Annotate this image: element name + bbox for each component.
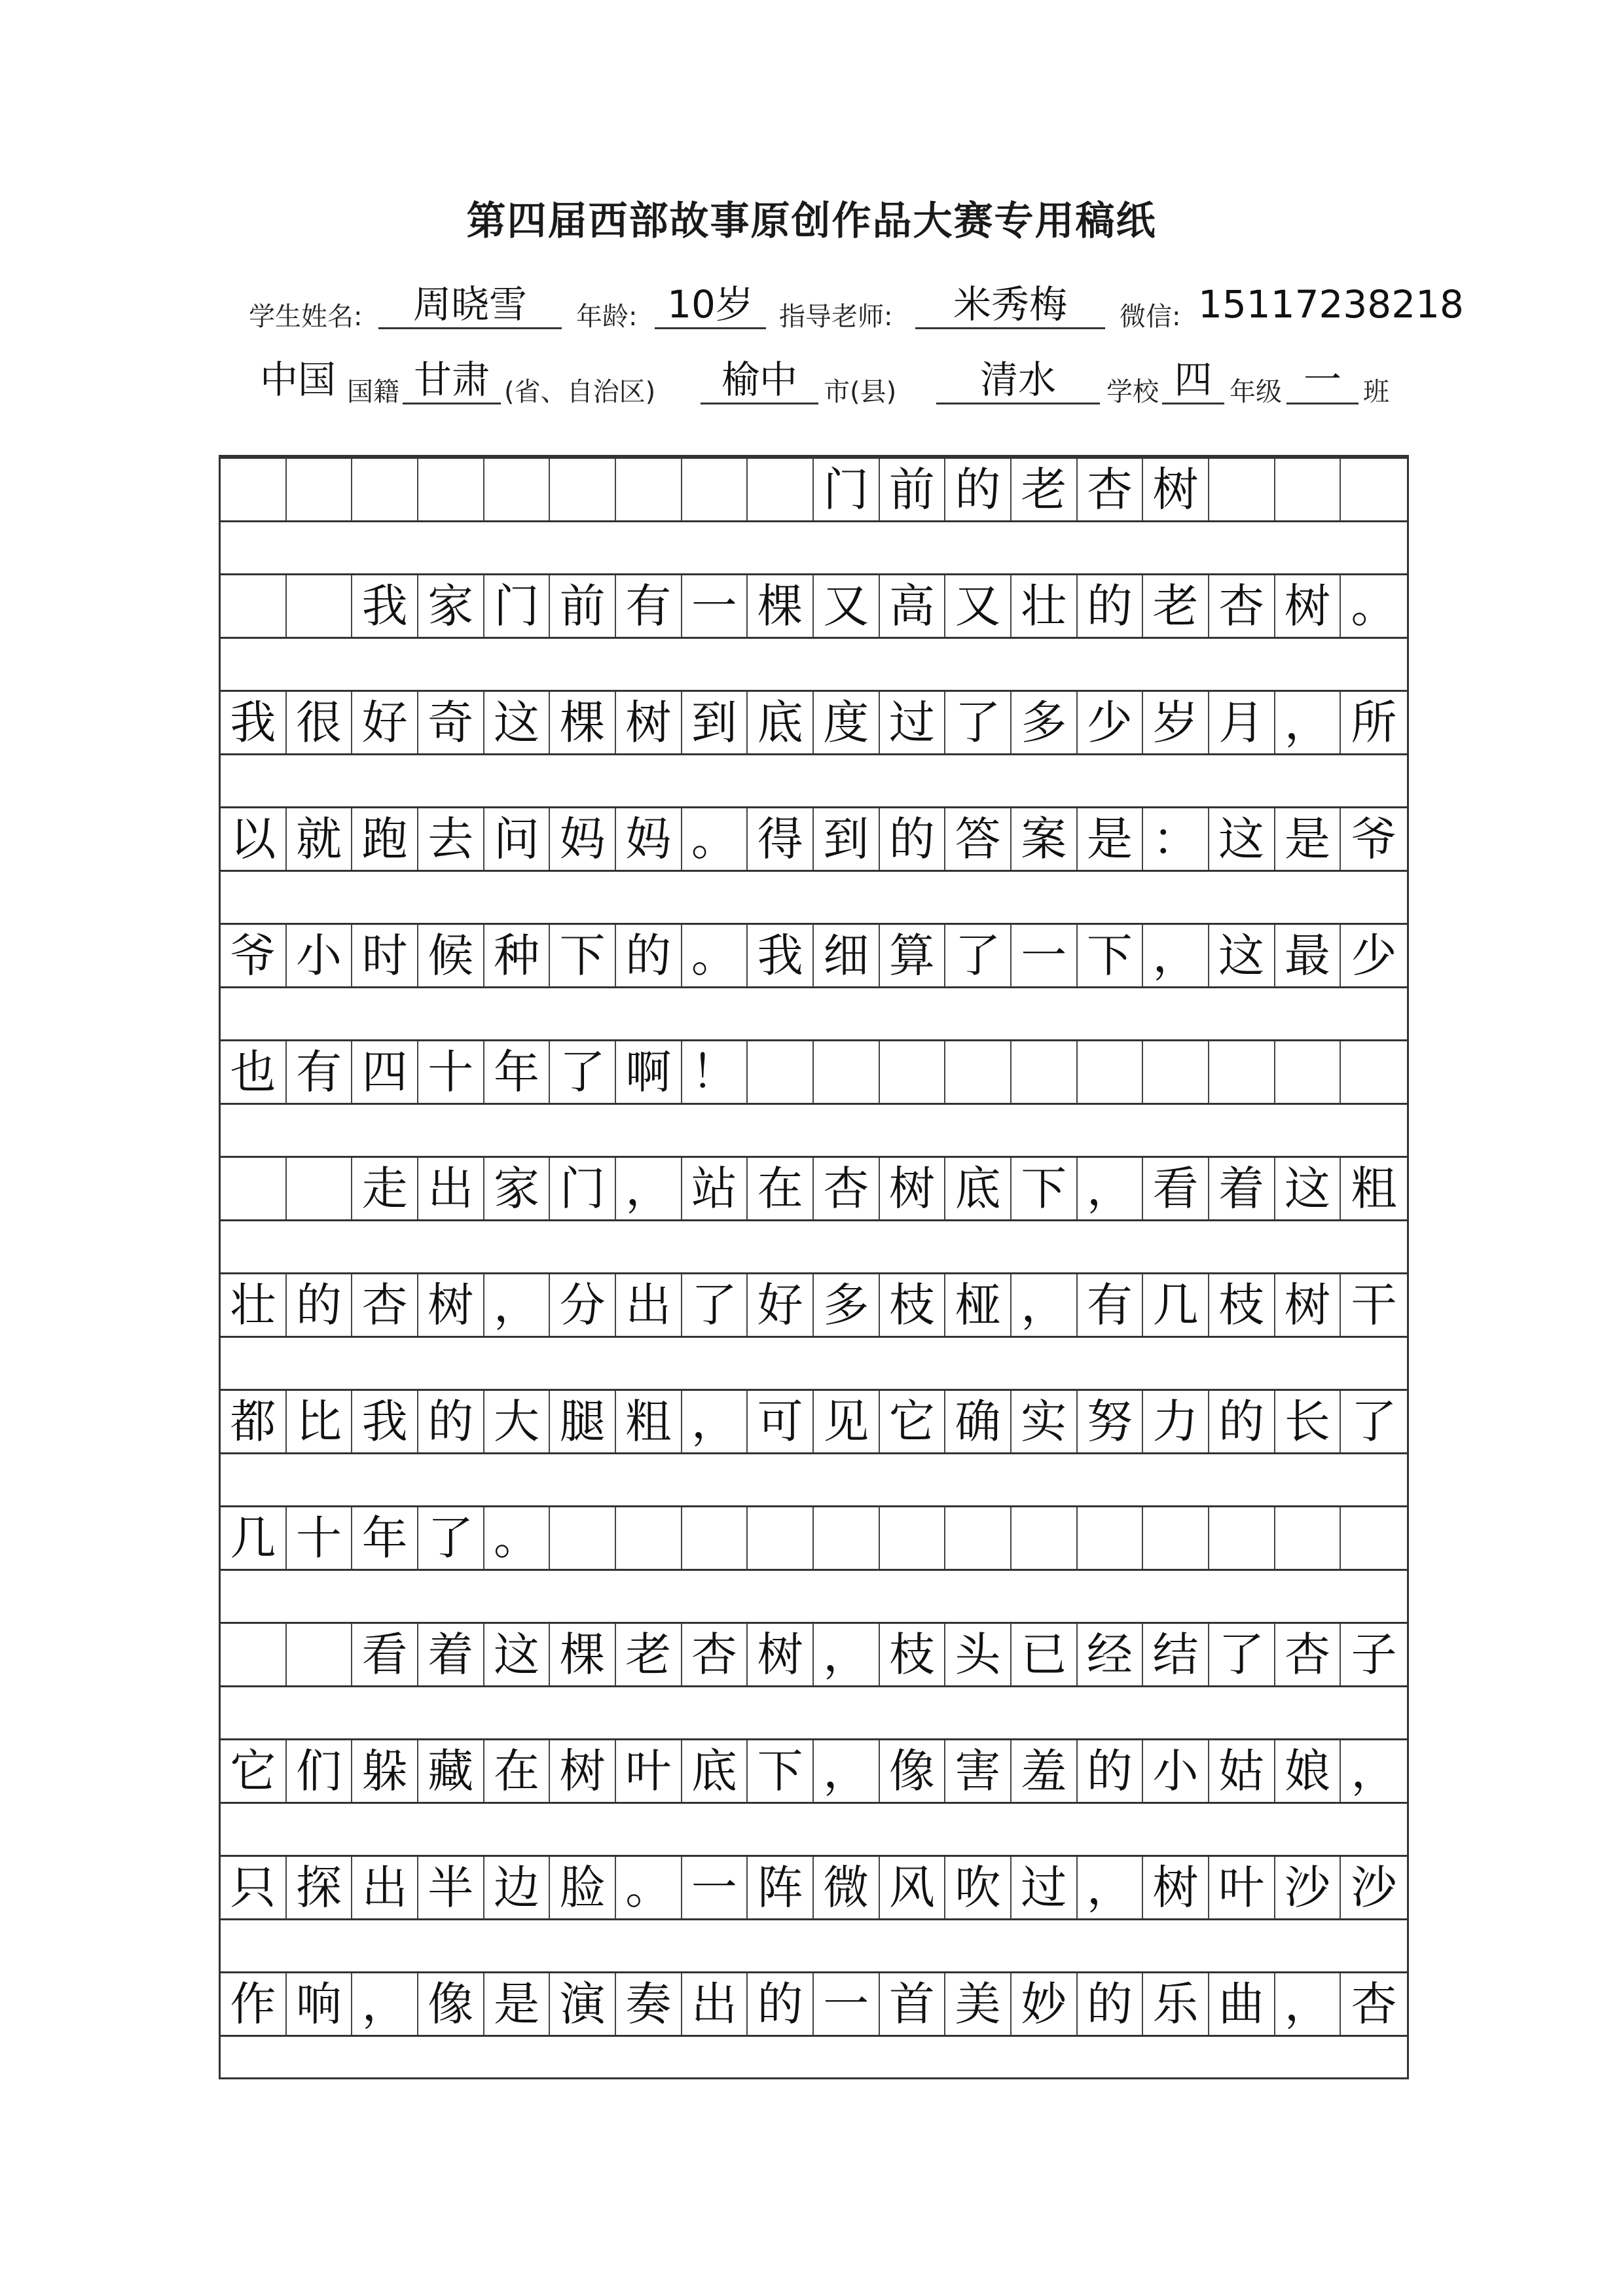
grid-cell: 过 (880, 692, 946, 753)
page-title: 第四届西部故事原创作品大赛专用稿纸 (466, 198, 1157, 244)
student-name-field: 周晓雪 (378, 281, 562, 329)
grid-cell (1143, 1041, 1209, 1103)
grid-cell: 在 (484, 1740, 551, 1802)
grid-cell: 叶 (616, 1740, 682, 1802)
grid-row (221, 923, 1407, 988)
grid-cell (945, 1507, 1012, 1569)
grid-cell: 底 (748, 692, 814, 753)
grid-cell (1341, 459, 1407, 520)
grid-cell: 演 (550, 1973, 616, 2035)
grade-label: 年级 (1230, 377, 1282, 407)
grid-cell: 在 (748, 1158, 814, 1219)
grid-cell: 好 (352, 692, 418, 753)
grid-cell: 树 (748, 1624, 814, 1685)
grid-cell (550, 1507, 616, 1569)
grid-cell: 年 (484, 1041, 551, 1103)
grid-cell: 少 (1351, 929, 1397, 982)
grid-cell (748, 459, 814, 520)
grid-cell: 有 (287, 1041, 353, 1103)
grid-cell: 也 (221, 1041, 287, 1103)
grid-cell (814, 1041, 880, 1103)
grid-cell: 看 (352, 1624, 418, 1685)
grid-cell: 下 (1078, 925, 1144, 986)
age-field: 10岁 (655, 281, 766, 329)
wechat-field: 15117238218 (1198, 282, 1464, 327)
grid-cell: 响 (287, 1973, 353, 2035)
grid-cell: 是 (484, 1973, 551, 2035)
grid-cell: 干 (1351, 1278, 1397, 1332)
grid-cell: 它 (221, 1740, 287, 1802)
grid-cell: 老 (616, 1624, 682, 1685)
grid-cell: ， (1078, 1158, 1144, 1219)
grid-cell: 的 (1078, 575, 1144, 637)
grid-cell: 树 (550, 1740, 616, 1802)
grid-cell: 几 (221, 1507, 287, 1569)
grid-cell: ， (1351, 1744, 1397, 1798)
grid-cell: 过 (1012, 1857, 1078, 1918)
grid-row (221, 1039, 1407, 1105)
grid-cell: ， (1143, 925, 1209, 986)
grid-cell: 下 (748, 1740, 814, 1802)
grid-cell: 是 (1078, 808, 1144, 870)
grid-cell: 妙 (1012, 1973, 1078, 2035)
grade-field: 四 (1162, 357, 1224, 404)
grid-cell: 实 (1012, 1391, 1078, 1452)
grid-cell: 子 (1351, 1628, 1397, 1681)
grid-cell (616, 459, 682, 520)
grid-cell (1275, 1041, 1341, 1103)
grid-cell: 树 (418, 1274, 484, 1336)
grid-cell: 了 (418, 1507, 484, 1569)
grid-cell: 月 (1209, 692, 1275, 753)
grid-cell: 十 (418, 1041, 484, 1103)
grid-cell (1275, 459, 1341, 520)
grid-cell: ， (616, 1158, 682, 1219)
location-info-row (0, 357, 1623, 416)
grid-cell: 作 (221, 1973, 287, 2035)
grid-cell: 了 (1351, 1395, 1397, 1448)
grid-cell: 下 (1012, 1158, 1078, 1219)
grid-cell: 分 (550, 1274, 616, 1336)
grid-cell: 出 (616, 1274, 682, 1336)
grid-cell: 树 (616, 692, 682, 753)
grid-cell: 杏 (1209, 575, 1275, 637)
grid-cell: 是 (1275, 808, 1341, 870)
grid-cell: 答 (945, 808, 1012, 870)
province-field: 甘肃 (403, 357, 501, 404)
grid-cell: 壮 (221, 1274, 287, 1336)
grid-row (221, 1389, 1407, 1454)
grid-cell: 种 (484, 925, 551, 986)
grid-cell: 小 (287, 925, 353, 986)
grid-cell (748, 1041, 814, 1103)
grid-cell: 见 (814, 1391, 880, 1452)
grid-cell: 首 (880, 1973, 946, 2035)
grid-cell: 底 (682, 1740, 748, 1802)
grid-cell: 脸 (550, 1857, 616, 1918)
grid-cell (352, 459, 418, 520)
teacher-field: 米秀梅 (915, 281, 1105, 329)
grid-cell: 我 (748, 925, 814, 986)
grid-cell: 一 (814, 1973, 880, 2035)
grid-cell: 确 (945, 1391, 1012, 1452)
grid-cell: ， (1078, 1857, 1144, 1918)
grid-cell: 奇 (418, 692, 484, 753)
grid-cell (1341, 1507, 1407, 1569)
grid-cell: 。 (682, 808, 748, 870)
grid-cell: 爷 (221, 925, 287, 986)
grid-cell: 曲 (1209, 1973, 1275, 2035)
grid-cell: 阵 (748, 1857, 814, 1918)
grid-cell: 枝 (880, 1274, 946, 1336)
grid-cell: 几 (1143, 1274, 1209, 1336)
grid-cell: 比 (287, 1391, 353, 1452)
student-info-row (0, 281, 1623, 340)
grid-cell: 出 (352, 1857, 418, 1918)
grid-cell: 粗 (616, 1391, 682, 1452)
grid-cell (1078, 1041, 1144, 1103)
grid-cell: 的 (287, 1274, 353, 1336)
grid-cell: 了 (945, 692, 1012, 753)
grid-cell: 前 (880, 459, 946, 520)
grid-cell: 看 (1143, 1158, 1209, 1219)
grid-cell: 家 (418, 575, 484, 637)
grid-cell: 风 (880, 1857, 946, 1918)
grid-cell: 这 (1209, 925, 1275, 986)
grid-cell: 微 (814, 1857, 880, 1918)
grid-cell (287, 459, 353, 520)
grid-cell: 到 (814, 808, 880, 870)
grid-cell: 半 (418, 1857, 484, 1918)
grid-cell (418, 459, 484, 520)
grid-cell (880, 1507, 946, 1569)
grid-cell: 的 (418, 1391, 484, 1452)
grid-cell: 杏 (1351, 1977, 1397, 2031)
grid-cell: 前 (550, 575, 616, 637)
class-field: 一 (1286, 357, 1359, 404)
grid-cell: 高 (880, 575, 946, 637)
grid-cell: ： (1143, 808, 1209, 870)
grid-cell: 家 (484, 1158, 551, 1219)
grid-cell: 候 (418, 925, 484, 986)
grid-row (221, 1505, 1407, 1571)
grid-cell: 度 (814, 692, 880, 753)
grid-cell (221, 1624, 287, 1685)
grid-cell: 得 (748, 808, 814, 870)
grid-cell: 羞 (1012, 1740, 1078, 1802)
grid-cell: 所 (1351, 696, 1397, 749)
grid-cell: 的 (945, 459, 1012, 520)
grid-cell: 桠 (945, 1274, 1012, 1336)
grid-cell: 躲 (352, 1740, 418, 1802)
grid-cell: 老 (1143, 575, 1209, 637)
grid-cell: 以 (221, 808, 287, 870)
school-label: 学校 (1106, 377, 1159, 407)
grid-cell: 的 (748, 1973, 814, 2035)
grid-cell: 像 (418, 1973, 484, 2035)
grid-cell: 少 (1078, 692, 1144, 753)
grid-cell: 又 (945, 575, 1012, 637)
grid-cell: 树 (1143, 459, 1209, 520)
grid-row (221, 1272, 1407, 1338)
grid-cell: 这 (484, 692, 551, 753)
grid-cell: ， (682, 1391, 748, 1452)
grid-cell: 吹 (945, 1857, 1012, 1918)
grid-cell: 害 (945, 1740, 1012, 1802)
grid-cell (748, 1507, 814, 1569)
grid-cell: 细 (814, 925, 880, 986)
grid-cell: 出 (418, 1158, 484, 1219)
grid-cell: 有 (1078, 1274, 1144, 1336)
grid-cell: 沙 (1275, 1857, 1341, 1918)
grid-cell: 可 (748, 1391, 814, 1452)
grid-cell: 妈 (616, 808, 682, 870)
grid-cell: 算 (880, 925, 946, 986)
grid-row (221, 457, 1407, 522)
grid-cell: 。 (616, 1857, 682, 1918)
grid-cell (1275, 1507, 1341, 1569)
grid-cell: ， (1275, 1973, 1341, 2035)
grid-cell (287, 1158, 353, 1219)
writing-grid (219, 455, 1409, 2079)
grid-cell: 了 (945, 925, 1012, 986)
grid-cell: 像 (880, 1740, 946, 1802)
grid-cell (1209, 459, 1275, 520)
grid-cell: 着 (418, 1624, 484, 1685)
age-label: 年龄: (576, 302, 638, 332)
grid-row (221, 1971, 1407, 2037)
grid-cell: 姑 (1209, 1740, 1275, 1802)
grid-cell: ， (352, 1973, 418, 2035)
grid-cell: ， (1012, 1274, 1078, 1336)
grid-cell: 很 (287, 692, 353, 753)
grid-cell: ， (814, 1624, 880, 1685)
grid-cell (1341, 1041, 1407, 1103)
grid-cell: 多 (814, 1274, 880, 1336)
grid-cell: 已 (1012, 1624, 1078, 1685)
grid-cell: 。 (682, 925, 748, 986)
grid-row (221, 1855, 1407, 1920)
grid-cell: 娘 (1275, 1740, 1341, 1802)
city-label: 市(县) (824, 377, 897, 407)
grid-cell: 的 (616, 925, 682, 986)
grid-cell: 着 (1209, 1158, 1275, 1219)
grid-cell: 棵 (550, 692, 616, 753)
grid-cell: 年 (352, 1507, 418, 1569)
school-field: 清水 (936, 357, 1100, 404)
grid-cell (221, 459, 287, 520)
grid-cell: 的 (880, 808, 946, 870)
grid-cell (1078, 1507, 1144, 1569)
grid-cell: 们 (287, 1740, 353, 1802)
grid-cell: 去 (418, 808, 484, 870)
grid-cell: 门 (814, 459, 880, 520)
grid-cell: 站 (682, 1158, 748, 1219)
grid-cell: 结 (1143, 1624, 1209, 1685)
grid-cell (814, 1507, 880, 1569)
grid-cell: 探 (287, 1857, 353, 1918)
grid-cell: 杏 (814, 1158, 880, 1219)
grid-cell: 我 (352, 575, 418, 637)
grid-cell (1143, 1507, 1209, 1569)
grid-row (221, 690, 1407, 755)
grid-cell: 美 (945, 1973, 1012, 2035)
grid-cell (682, 459, 748, 520)
grid-cell: ， (484, 1274, 551, 1336)
grid-cell (287, 575, 353, 637)
grid-cell: 我 (221, 692, 287, 753)
grid-cell: ！ (682, 1041, 748, 1103)
grid-cell: 杏 (352, 1274, 418, 1336)
country-label: 国籍 (347, 377, 399, 407)
grid-cell: 努 (1078, 1391, 1144, 1452)
grid-cell (221, 575, 287, 637)
grid-cell (550, 459, 616, 520)
grid-cell: 腿 (550, 1391, 616, 1452)
grid-cell: 又 (814, 575, 880, 637)
grid-cell: 一 (1012, 925, 1078, 986)
grid-cell: 多 (1012, 692, 1078, 753)
grid-cell: 爷 (1351, 812, 1397, 866)
grid-cell: 底 (945, 1158, 1012, 1219)
grid-cell: 岁 (1143, 692, 1209, 753)
grid-cell: 了 (550, 1041, 616, 1103)
grid-cell: 棵 (550, 1624, 616, 1685)
grid-cell: 树 (880, 1158, 946, 1219)
grid-cell: 就 (287, 808, 353, 870)
grid-cell: 经 (1078, 1624, 1144, 1685)
grid-cell: 一 (682, 575, 748, 637)
grid-cell: 门 (484, 575, 551, 637)
grid-cell: 粗 (1351, 1162, 1397, 1215)
grid-cell: 好 (748, 1274, 814, 1336)
grid-cell: 出 (682, 1973, 748, 2035)
grid-cell: 它 (880, 1391, 946, 1452)
grid-cell: 。 (1351, 579, 1397, 633)
province-label: (省、自治区) (504, 377, 656, 407)
grid-cell (616, 1507, 682, 1569)
grid-cell: 沙 (1351, 1861, 1397, 1914)
grid-cell: 树 (1143, 1857, 1209, 1918)
grid-cell (287, 1624, 353, 1685)
grid-cell: 这 (1275, 1158, 1341, 1219)
grid-cell: 。 (484, 1507, 551, 1569)
grid-cell (945, 1041, 1012, 1103)
student-name-label: 学生姓名: (249, 302, 363, 332)
grid-cell: 小 (1143, 1740, 1209, 1802)
grid-cell: 一 (682, 1857, 748, 1918)
grid-row (221, 1738, 1407, 1804)
grid-cell: 了 (1209, 1624, 1275, 1685)
grid-cell: 头 (945, 1624, 1012, 1685)
grid-cell: 棵 (748, 575, 814, 637)
grid-cell (1209, 1507, 1275, 1569)
class-label: 班 (1363, 377, 1389, 407)
grid-cell: 叶 (1209, 1857, 1275, 1918)
grid-cell: 了 (682, 1274, 748, 1336)
grid-cell: 边 (484, 1857, 551, 1918)
grid-cell: 有 (616, 575, 682, 637)
grid-cell: 妈 (550, 808, 616, 870)
grid-cell: 下 (550, 925, 616, 986)
grid-cell: 力 (1143, 1391, 1209, 1452)
grid-row (221, 806, 1407, 872)
grid-cell: 问 (484, 808, 551, 870)
grid-cell: 这 (484, 1624, 551, 1685)
grid-cell (682, 1507, 748, 1569)
grid-cell: ， (814, 1740, 880, 1802)
grid-row (221, 1156, 1407, 1221)
grid-cell: 的 (1209, 1391, 1275, 1452)
grid-cell (1012, 1507, 1078, 1569)
grid-cell: 的 (1078, 1740, 1144, 1802)
grid-cell: 都 (221, 1391, 287, 1452)
grid-cell: 这 (1209, 808, 1275, 870)
grid-cell: 长 (1275, 1391, 1341, 1452)
grid-cell: 乐 (1143, 1973, 1209, 2035)
grid-cell (1012, 1041, 1078, 1103)
grid-cell: 走 (352, 1158, 418, 1219)
grid-cell: 枝 (880, 1624, 946, 1685)
grid-cell (484, 459, 551, 520)
grid-cell: 门 (550, 1158, 616, 1219)
grid-cell: 啊 (616, 1041, 682, 1103)
grid-cell: 只 (221, 1857, 287, 1918)
grid-cell: 老 (1012, 459, 1078, 520)
grid-cell (880, 1041, 946, 1103)
grid-row (221, 573, 1407, 639)
grid-cell: 案 (1012, 808, 1078, 870)
grid-cell: 杏 (682, 1624, 748, 1685)
teacher-label: 指导老师: (779, 302, 893, 332)
grid-cell (1209, 1041, 1275, 1103)
grid-cell: 树 (1275, 1274, 1341, 1336)
grid-cell: ， (1275, 692, 1341, 753)
grid-cell: 十 (287, 1507, 353, 1569)
grid-cell: 我 (352, 1391, 418, 1452)
grid-cell: 树 (1275, 575, 1341, 637)
grid-cell (221, 1158, 287, 1219)
grid-cell: 四 (352, 1041, 418, 1103)
grid-cell: 最 (1275, 925, 1341, 986)
grid-cell: 枝 (1209, 1274, 1275, 1336)
grid-cell: 奏 (616, 1973, 682, 2035)
city-field: 榆中 (701, 357, 818, 404)
grid-cell: 杏 (1078, 459, 1144, 520)
grid-cell: 壮 (1012, 575, 1078, 637)
grid-cell: 时 (352, 925, 418, 986)
grid-cell: 的 (1078, 1973, 1144, 2035)
grid-cell: 跑 (352, 808, 418, 870)
grid-row (221, 1622, 1407, 1687)
grid-cell: 到 (682, 692, 748, 753)
grid-cell: 杏 (1275, 1624, 1341, 1685)
grid-cell: 大 (484, 1391, 551, 1452)
wechat-label: 微信: (1120, 302, 1181, 332)
grid-cell: 藏 (418, 1740, 484, 1802)
country-field: 中国 (259, 357, 336, 402)
